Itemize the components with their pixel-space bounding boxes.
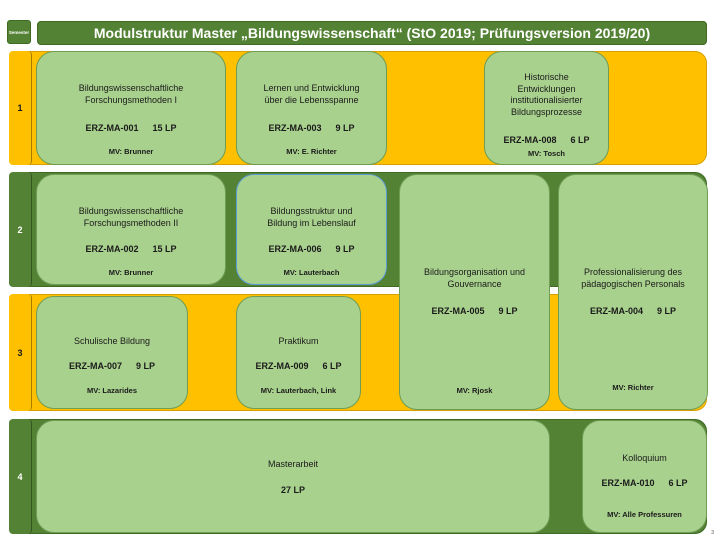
module-code: ERZ-MA-009 xyxy=(255,361,309,371)
semester-number-4: 4 xyxy=(9,419,32,534)
module-title: Bildungsstruktur und Bildung im Lebenslauf xyxy=(267,206,356,228)
module-credits: 6 LP xyxy=(322,361,342,371)
semester-number-3: 3 xyxy=(9,294,32,411)
module-code-row xyxy=(583,478,706,488)
module-erz-ma-008[interactable] xyxy=(484,51,609,165)
module-code-row xyxy=(37,244,225,254)
module-title: Praktikum xyxy=(278,336,319,346)
module-title: Bildungsorganisation und Gouvernance xyxy=(423,267,526,289)
module-manager: MV: E. Richter xyxy=(286,147,337,156)
module-title: Kolloquium xyxy=(622,453,667,463)
module-title: Schulische Bildung xyxy=(73,336,151,346)
page-title: Modulstruktur Master „Bildungswissenschaft“ (StO 2019; Prüfungsversion 2019/20) xyxy=(37,21,707,45)
module-code: ERZ-MA-001 xyxy=(85,123,139,133)
module-code-row xyxy=(37,361,187,371)
module-manager: MV: Lazarides xyxy=(86,386,138,395)
module-credits: 15 LP xyxy=(152,244,177,254)
module-credits: 9 LP xyxy=(498,306,518,316)
module-manager: MV: Brunner xyxy=(108,268,154,277)
module-erz-ma-010[interactable] xyxy=(582,420,707,533)
semester-number-2: 2 xyxy=(9,172,32,287)
module-masterarbeit[interactable] xyxy=(36,420,550,533)
module-manager: MV: Alle Professuren xyxy=(607,510,682,519)
module-code: ERZ-MA-005 xyxy=(431,306,485,316)
module-manager: MV: Rjosk xyxy=(456,386,493,395)
module-credits: 9 LP xyxy=(335,123,355,133)
module-code: ERZ-MA-003 xyxy=(268,123,322,133)
module-credits: 9 LP xyxy=(657,306,677,316)
module-title: Professionalisierung des pädagogischen Personals xyxy=(581,267,685,289)
module-credits: 9 LP xyxy=(335,244,355,254)
module-manager: MV: Lauterbach xyxy=(283,268,340,277)
module-erz-ma-002[interactable] xyxy=(36,174,226,285)
semester-header-tag: Semester xyxy=(7,20,31,44)
module-title: Lernen und Entwicklung über die Lebensspanne xyxy=(263,83,360,105)
module-title: Masterarbeit xyxy=(267,459,319,469)
module-credits: 27 LP xyxy=(280,485,305,495)
module-code-row xyxy=(37,123,225,133)
module-manager: MV: Richter xyxy=(612,383,654,392)
semester-number-1: 1 xyxy=(9,51,32,165)
module-credits: 6 LP xyxy=(570,135,590,145)
module-title: Bildungswissenschaftliche Forschungsmethoden I xyxy=(78,83,184,105)
module-code-row xyxy=(237,244,386,254)
module-code-row xyxy=(485,135,608,145)
module-erz-ma-007[interactable] xyxy=(36,296,188,409)
module-manager: MV: Tosch xyxy=(528,149,565,158)
module-code: ERZ-MA-007 xyxy=(68,361,122,371)
module-code-row xyxy=(400,306,549,316)
module-erz-ma-005[interactable] xyxy=(399,174,550,410)
module-code: ERZ-MA-002 xyxy=(85,244,139,254)
module-erz-ma-001[interactable] xyxy=(36,51,226,165)
module-code: ERZ-MA-008 xyxy=(503,135,557,145)
page-number: 3 xyxy=(711,530,714,536)
module-credits: 15 LP xyxy=(152,123,177,133)
module-erz-ma-009[interactable] xyxy=(236,296,361,409)
module-code: ERZ-MA-004 xyxy=(589,306,643,316)
module-code: ERZ-MA-010 xyxy=(601,478,655,488)
module-manager: MV: Brunner xyxy=(108,147,154,156)
module-credits: 9 LP xyxy=(136,361,156,371)
module-credits: 6 LP xyxy=(668,478,688,488)
module-title: Bildungswissenschaftliche Forschungsmethoden II xyxy=(78,206,184,228)
module-erz-ma-003[interactable] xyxy=(236,51,387,165)
module-manager: MV: Lauterbach, Link xyxy=(260,386,337,395)
module-erz-ma-004[interactable] xyxy=(558,174,708,410)
module-code: ERZ-MA-006 xyxy=(268,244,322,254)
module-code-row xyxy=(237,361,360,371)
module-code-row xyxy=(237,123,386,133)
module-code-row xyxy=(559,306,707,316)
module-title: Historische Entwicklungen institutionalisierter Bildungsprozesse xyxy=(510,72,583,117)
module-erz-ma-006[interactable] xyxy=(236,174,387,285)
